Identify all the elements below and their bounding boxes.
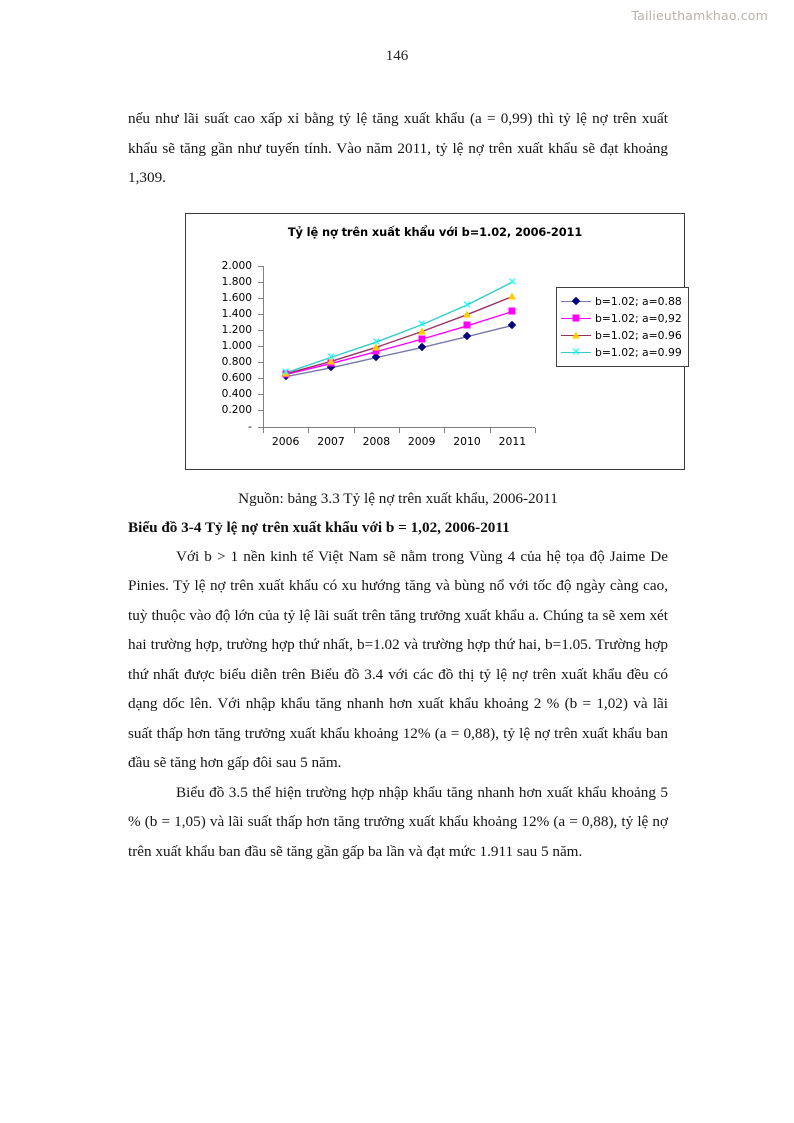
chart-data-point	[508, 321, 516, 329]
x-axis-tick-mark	[263, 428, 264, 433]
x-axis-tick-mark	[399, 428, 400, 433]
legend-item	[561, 310, 682, 327]
chart-container	[185, 213, 685, 470]
y-axis-tick-label: 0.400	[221, 388, 252, 401]
y-axis-tick-mark	[258, 330, 263, 331]
x-axis-tick-label: 2007	[317, 434, 345, 448]
chart-data-point	[463, 332, 471, 340]
x-axis-tick-mark	[308, 428, 309, 433]
paragraph-body-1: Với b > 1 nền kinh tế Việt Nam sẽ nằm trong Vùng 4 của hệ tọa độ Jaime De Pinies. Tỷ lệ nợ trên xuất khẩu có xu hướng tăng và bùng nổ với tốc độ ngày càng cao, tuỳ thuộc vào độ lớn của tỷ lệ lãi suất trên tăng trưởng xuất khẩu a. Chúng ta sẽ xem xét hai trường hợp, trường hợp thứ nhất, b=1.02 và trường hợp thứ hai, b=1.05. Trường hợp thứ nhất được biểu diễn trên Biểu đồ 3.4 với các đồ thị tỷ lệ nợ trên xuất khẩu đều có dạng dốc lên. Với nhập khẩu tăng nhanh hơn xuất khẩu khoảng 2 % (b = 1,02) và lãi suất thấp hơn tăng trưởng xuất khẩu khoảng 12% (a = 0,88), tỷ lệ nợ trên xuất khẩu ban đầu sẽ tăng hơn gấp đôi sau 5 năm.	[128, 547, 668, 771]
legend-item	[561, 327, 682, 344]
y-axis-tick-mark	[258, 410, 263, 411]
x-axis-tick-label: 2006	[271, 434, 300, 448]
chart-data-point: ✕	[371, 335, 381, 349]
paragraph-body-2: Biểu đồ 3.5 thể hiện trường hợp nhập khẩu tăng nhanh hơn xuất khẩu khoảng 5 % (b = 1,05) và lãi suất thấp hơn tăng trưởng xuất khẩu khoảng 12% (a = 0,88), tỷ lệ nợ trên xuất khẩu ban đầu sẽ tăng gần gấp ba lần và đạt mức 1.911 sau 5 năm.	[128, 783, 668, 860]
figure-caption: Biểu đồ 3-4 Tỷ lệ nợ trên xuất khẩu với b = 1,02, 2006-2011	[128, 518, 510, 536]
page-content	[128, 104, 682, 866]
y-axis-tick-label: 1.400	[221, 307, 252, 320]
chart-data-point	[463, 311, 471, 318]
x-axis-tick-mark	[490, 428, 491, 433]
x-axis-tick-label: 2008	[362, 434, 391, 448]
y-axis-tick-mark	[258, 378, 263, 379]
chart-series-line	[286, 311, 513, 374]
legend-item-label: b=1.02; a=0.96	[595, 328, 682, 342]
y-axis-tick-label: 0.200	[221, 404, 252, 417]
chart-data-point	[417, 343, 425, 351]
legend-marker-icon	[561, 328, 591, 342]
x-axis-tick-label: 2009	[407, 434, 436, 448]
y-axis-tick-label: 1.600	[221, 291, 252, 304]
legend-item	[561, 293, 682, 310]
legend-item-label: b=1.02; a=0,92	[595, 311, 682, 325]
chart-data-point	[418, 335, 425, 342]
y-axis-tick-label: 1.200	[221, 323, 252, 336]
paragraph-intro: nếu như lãi suất cao xấp xỉ bằng tỷ lệ tăng xuất khẩu (a = 0,99) thì tỷ lệ nợ trên xuất khẩu sẽ tăng gần như tuyến tính. Vào năm 2011, tỷ lệ nợ trên xuất khẩu sẽ đạt khoảng 1,309.	[128, 110, 668, 186]
y-axis-tick-mark	[258, 298, 263, 299]
chart-data-point: ✕	[281, 365, 291, 379]
chart-data-point	[508, 293, 516, 300]
chart-series-line	[286, 325, 513, 376]
y-axis-tick-mark	[258, 314, 263, 315]
y-axis-line	[263, 266, 264, 428]
y-axis-tick-label: 0.800	[221, 356, 252, 369]
y-axis-tick-label: 2.000	[221, 259, 252, 272]
legend-marker-glyph	[572, 332, 580, 339]
legend-item-label: b=1.02; a=0.88	[595, 294, 682, 308]
chart-data-point: ✕	[417, 317, 427, 331]
x-axis-tick-mark	[444, 428, 445, 433]
x-axis-tick-label: 2010	[453, 434, 481, 448]
legend-item-label: b=1.02; a=0.99	[595, 345, 682, 359]
y-axis-tick-label: 1.000	[221, 340, 252, 352]
y-axis-tick-mark	[258, 266, 263, 267]
legend-marker-glyph: ✕	[571, 345, 581, 359]
legend-item	[561, 344, 682, 361]
y-axis-tick-mark	[258, 346, 263, 347]
x-axis-tick-label: 2011	[498, 434, 527, 448]
y-axis-tick-label: 0.600	[221, 372, 252, 385]
chart-data-point: ✕	[462, 298, 472, 312]
chart-legend	[556, 287, 689, 367]
x-axis-tick-mark	[535, 428, 536, 433]
page-number: 146	[385, 48, 409, 64]
watermark-text: Tailieuthamkhao.com	[631, 8, 768, 23]
chart-title: Tỷ lệ nợ trên xuất khẩu với b=1.02, 2006-2011	[287, 224, 583, 239]
y-axis-tick-mark	[258, 362, 263, 363]
chart-data-point: ✕	[326, 350, 336, 364]
chart-source-caption: Nguồn: bảng 3.3 Tỷ lệ nợ trên xuất khẩu, 2006-2011	[238, 489, 558, 507]
legend-marker-glyph	[573, 315, 580, 322]
legend-marker-icon	[561, 311, 591, 325]
y-axis-tick-label: 1.800	[221, 275, 252, 288]
chart-data-point	[464, 322, 471, 329]
y-axis-tick-mark	[258, 394, 263, 395]
legend-marker-glyph	[572, 297, 580, 305]
x-axis-tick-mark	[354, 428, 355, 433]
y-axis-tick-mark	[258, 282, 263, 283]
chart-data-point	[509, 307, 516, 314]
legend-marker-icon	[561, 294, 591, 308]
legend-marker-icon	[561, 345, 591, 359]
chart-series-line	[286, 282, 513, 373]
chart-data-point: ✕	[507, 275, 517, 289]
chart-series-line	[286, 296, 513, 373]
y-axis-tick-label: -	[248, 420, 252, 433]
